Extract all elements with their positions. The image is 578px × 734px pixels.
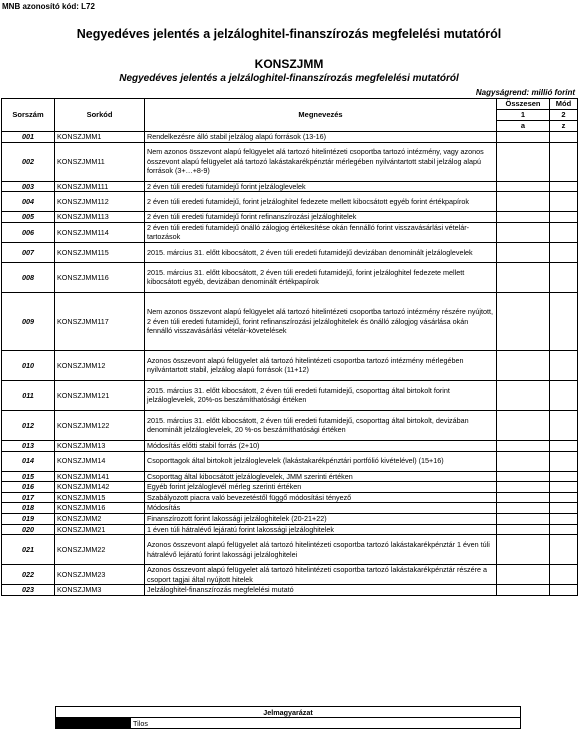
row-megnevezes: 2015. március 31. előtt kibocsátott, 2 éven túli eredeti futamidejű, forint jelzáloghitel fedezete mellett kibocsátott egyéb, devizában denominált értékpapírok [145,262,497,292]
table-row [2,262,578,292]
table-row [2,451,578,471]
table-row [2,440,578,451]
table-row [2,471,578,482]
row-sorkod: KONSZJMM11 [55,142,145,181]
row-sorkod: KONSZJMM12 [55,350,145,380]
row-sorszam: 014 [2,451,55,471]
row-value-osszesen[interactable] [497,222,550,242]
row-value-mod[interactable] [550,380,578,410]
table-row [2,292,578,350]
legend-swatch [56,718,131,729]
table-row [2,242,578,262]
row-value-osszesen[interactable] [497,181,550,192]
row-sorszam: 016 [2,482,55,493]
row-megnevezes: 2 éven túli eredeti futamidejű forint jelzáloglevelek [145,181,497,192]
row-megnevezes: Azonos összevont alapú felügyelet alá tartozó hitelintézeti csoportba tartozó lakástakarékpénztár részére a csoport tagjai által nyújtott hitelek [145,565,497,585]
row-sorszam: 012 [2,410,55,440]
row-value-osszesen[interactable] [497,535,550,565]
row-value-mod[interactable] [550,292,578,350]
row-value-osszesen[interactable] [497,262,550,292]
row-sorkod: KONSZJMM21 [55,524,145,535]
col-letter-mod: z [550,121,578,132]
row-sorszam: 022 [2,565,55,585]
row-value-mod[interactable] [550,142,578,181]
row-megnevezes: Szabályozott piacra való bevezetéstől függő módosítási tényező [145,492,497,503]
row-sorszam: 010 [2,350,55,380]
row-sorkod: KONSZJMM3 [55,585,145,596]
row-sorkod: KONSZJMM23 [55,565,145,585]
row-sorszam: 019 [2,513,55,524]
unit-label: Nagyságrend: millió forint [475,88,575,97]
row-value-mod[interactable] [550,410,578,440]
row-sorszam: 007 [2,242,55,262]
row-value-osszesen[interactable] [497,565,550,585]
table-row [2,212,578,223]
row-sorszam: 003 [2,181,55,192]
row-sorkod: KONSZJMM121 [55,380,145,410]
row-sorszam: 020 [2,524,55,535]
table-row [2,350,578,380]
col-header-osszesen: Összesen [497,99,550,110]
row-megnevezes: Nem azonos összevont alapú felügyelet alá tartozó hitelintézeti csoportba tartozó intézmény részére nyújtott, 2 éven túli eredeti futamidejű, forint refinanszírozási jelzáloghitelek és önálló zálogjog vásárlása okán fennálló visszavásárlási vételár-követelések [145,292,497,350]
row-value-mod[interactable] [550,440,578,451]
row-value-mod[interactable] [550,585,578,596]
row-value-mod[interactable] [550,471,578,482]
report-table [1,98,578,596]
row-megnevezes: Finanszírozott forint lakossági jelzáloghitelek (20-21+22) [145,513,497,524]
col-letter-osszesen: a [497,121,550,132]
table-row [2,513,578,524]
row-sorkod: KONSZJMM13 [55,440,145,451]
row-value-osszesen[interactable] [497,192,550,212]
row-value-osszesen[interactable] [497,212,550,223]
col-number-osszesen: 1 [497,110,550,121]
row-megnevezes: Azonos összevont alapú felügyelet alá tartozó hitelintézeti csoportba tartozó intézmény mérlegében nyilvántartott stabil, jelzálog alapú források (11+12) [145,350,497,380]
row-value-mod[interactable] [550,513,578,524]
legend-title: Jelmagyarázat [56,707,521,718]
row-value-osszesen[interactable] [497,503,550,514]
row-value-mod[interactable] [550,132,578,143]
row-sorkod: KONSZJMM117 [55,292,145,350]
row-value-mod[interactable] [550,451,578,471]
row-megnevezes: 2015. március 31. előtt kibocsátott, 2 éven túli eredeti futamidejű, csoporttag által birtokolt, devizában denominált jelzáloglevelek, 20 %-os beszámíthatósági értéken [145,410,497,440]
row-megnevezes: Egyéb forint jelzáloglevél mérleg szerinti értéken [145,482,497,493]
row-sorkod: KONSZJMM1 [55,132,145,143]
table-row [2,482,578,493]
row-megnevezes: 2015. március 31. előtt kibocsátott, 2 éven túli eredeti futamidejű devizában denominált jelzáloglevelek [145,242,497,262]
row-megnevezes: 2 éven túli eredeti futamidejű, forint jelzáloghitel fedezete mellett kibocsátott egyéb forint értékpapírok [145,192,497,212]
row-megnevezes: 2 éven túli eredeti futamidejű önálló zálogjog értékesítése okán fennálló forint visszavásárlási vételár-tartozások [145,222,497,242]
row-value-osszesen[interactable] [497,292,550,350]
row-megnevezes: Azonos összevont alapú felügyelet alá tartozó hitelintézeti csoportba tartozó lakástakarékpénztár 1 éven túli hátralévő lejáratú forint lakossági jelzáloghitelei [145,535,497,565]
row-value-osszesen[interactable] [497,513,550,524]
row-value-osszesen[interactable] [497,524,550,535]
table-row [2,492,578,503]
row-sorszam: 018 [2,503,55,514]
page-title: Negyedéves jelentés a jelzáloghitel-finanszírozás megfelelési mutatóról [76,27,502,41]
table-row [2,565,578,585]
table-row [2,503,578,514]
row-value-osszesen[interactable] [497,471,550,482]
row-sorszam: 021 [2,535,55,565]
row-value-mod[interactable] [550,242,578,262]
row-sorkod: KONSZJMM22 [55,535,145,565]
row-megnevezes: Módosítás [145,503,497,514]
row-sorszam: 011 [2,380,55,410]
row-sorkod: KONSZJMM141 [55,471,145,482]
table-row [2,142,578,181]
row-sorkod: KONSZJMM2 [55,513,145,524]
row-value-mod[interactable] [550,565,578,585]
row-value-mod[interactable] [550,535,578,565]
row-value-osszesen[interactable] [497,482,550,493]
row-megnevezes: Csoporttagok által birtokolt jelzáloglevelek (lakástakarékpénztári portfólió kivételével) (15+16) [145,451,497,471]
row-value-osszesen[interactable] [497,410,550,440]
row-sorszam: 013 [2,440,55,451]
col-header-mod: Mód [550,99,578,110]
row-value-osszesen[interactable] [497,585,550,596]
row-megnevezes: Módosítás előtti stabil forrás (2+10) [145,440,497,451]
row-sorkod: KONSZJMM112 [55,192,145,212]
row-value-mod[interactable] [550,503,578,514]
row-sorszam: 017 [2,492,55,503]
row-sorkod: KONSZJMM111 [55,181,145,192]
table-code: KONSZJMM [254,57,324,71]
row-value-osszesen[interactable] [497,142,550,181]
row-value-mod[interactable] [550,212,578,223]
table-row [2,410,578,440]
row-sorszam: 015 [2,471,55,482]
mnb-code: MNB azonosító kód: L72 [2,2,95,11]
row-sorszam: 006 [2,222,55,242]
row-value-mod[interactable] [550,482,578,493]
legend-item-label: Tilos [131,718,521,729]
table-row [2,192,578,212]
legend-table [55,706,521,729]
table-row [2,222,578,242]
row-value-mod[interactable] [550,222,578,242]
row-sorkod: KONSZJMM14 [55,451,145,471]
row-sorszam: 008 [2,262,55,292]
table-row [2,181,578,192]
row-megnevezes: Csoporttag által kibocsátott jelzáloglevelek, JMM szerinti értéken [145,471,497,482]
row-megnevezes: 2 éven túli eredeti futamidejű forint refinanszírozási jelzáloghitelek [145,212,497,223]
row-sorkod: KONSZJMM114 [55,222,145,242]
row-value-mod[interactable] [550,524,578,535]
row-sorkod: KONSZJMM122 [55,410,145,440]
row-value-mod[interactable] [550,350,578,380]
row-sorkod: KONSZJMM116 [55,262,145,292]
row-sorkod: KONSZJMM142 [55,482,145,493]
row-sorszam: 023 [2,585,55,596]
row-value-mod[interactable] [550,262,578,292]
row-value-mod[interactable] [550,492,578,503]
row-sorkod: KONSZJMM113 [55,212,145,223]
row-megnevezes: 1 éven túli hátralévő lejáratú forint lakossági jelzáloghitelek [145,524,497,535]
row-sorkod: KONSZJMM115 [55,242,145,262]
col-header-sorszam: Sorszám [2,99,55,132]
row-megnevezes: Jelzáloghitel-finanszírozás megfelelési mutató [145,585,497,596]
row-value-osszesen[interactable] [497,380,550,410]
row-value-osszesen[interactable] [497,451,550,471]
col-header-sorkod: Sorkód [55,99,145,132]
row-value-osszesen[interactable] [497,132,550,143]
table-row [2,524,578,535]
table-subtitle: Negyedéves jelentés a jelzáloghitel-finanszírozás megfelelési mutatóról [119,73,459,84]
row-megnevezes: 2015. március 31. előtt kibocsátott, 2 éven túli eredeti futamidejű, csoporttag által birtokolt forint jelzáloglevelek, 20%-os beszámíthatósági értéken [145,380,497,410]
row-value-osszesen[interactable] [497,242,550,262]
row-value-mod[interactable] [550,181,578,192]
row-sorszam: 009 [2,292,55,350]
row-value-mod[interactable] [550,192,578,212]
row-sorszam: 004 [2,192,55,212]
col-number-mod: 2 [550,110,578,121]
row-sorszam: 005 [2,212,55,223]
row-sorkod: KONSZJMM16 [55,503,145,514]
row-sorszam: 002 [2,142,55,181]
table-row [2,535,578,565]
row-megnevezes: Rendelkezésre álló stabil jelzálog alapú források (13-16) [145,132,497,143]
row-value-osszesen[interactable] [497,440,550,451]
table-row [2,132,578,143]
table-row [2,585,578,596]
row-megnevezes: Nem azonos összevont alapú felügyelet alá tartozó hitelintézeti csoportba tartozó intézmény, vagy azonos összevont alapú felügyelet alá tartozó lakástakarékpénztár mérlegében nyilvántartott stabil jelzálog alapú források (3+…+8-9) [145,142,497,181]
row-sorkod: KONSZJMM15 [55,492,145,503]
col-header-megnevezes: Megnevezés [145,99,497,132]
row-value-osszesen[interactable] [497,492,550,503]
table-row [2,380,578,410]
row-value-osszesen[interactable] [497,350,550,380]
row-sorszam: 001 [2,132,55,143]
